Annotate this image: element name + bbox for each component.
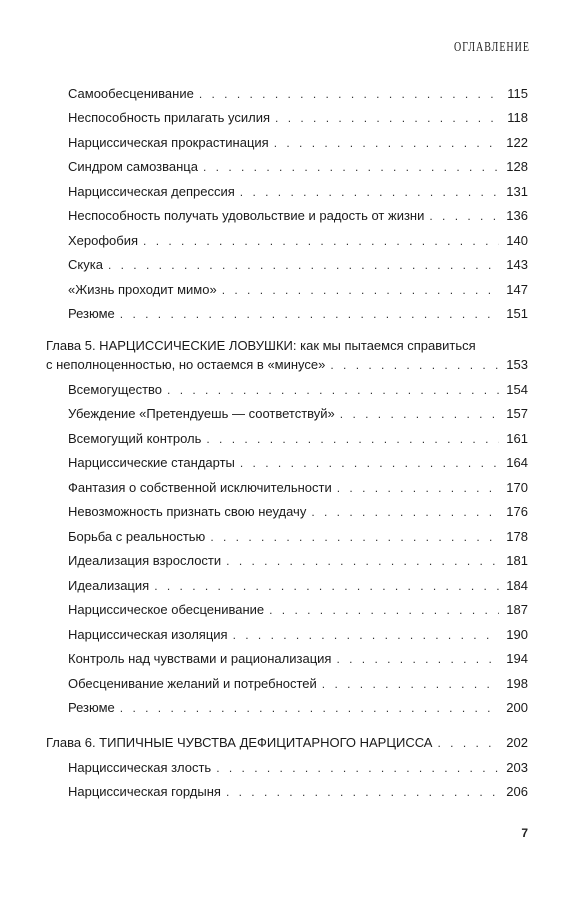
toc-entry[interactable] <box>68 578 528 594</box>
toc-entry[interactable] <box>68 382 528 398</box>
chapter-5-heading-line2: с неполноценностью, но остаемся в «минусе» <box>46 357 326 372</box>
toc-entry[interactable] <box>68 257 528 273</box>
toc-entry-page: 136 <box>506 208 528 223</box>
toc-entry-title: Неспособность прилагать усилия <box>68 110 271 125</box>
leader-dots <box>233 627 499 643</box>
toc-entry[interactable] <box>68 184 528 200</box>
toc-entry-title: Всемогущество <box>68 382 163 397</box>
running-header: ОГЛАВЛЕНИЕ <box>454 40 530 55</box>
toc-entry-page: 190 <box>506 627 528 642</box>
toc-entry-title: Херофобия <box>68 233 139 248</box>
toc-entry[interactable] <box>68 208 528 224</box>
chapter-6-page: 202 <box>506 735 528 750</box>
toc-entry-title: Борьба с реальностью <box>68 529 206 544</box>
leader-dots <box>275 110 499 126</box>
leader-dots <box>216 760 499 776</box>
toc-entry-title: Идеализация взрослости <box>68 553 222 568</box>
leader-dots <box>210 529 499 545</box>
toc-entry-title: Контроль над чувствами и рационализация <box>68 651 332 666</box>
toc-entry-title: Всемогущий контроль <box>68 431 202 446</box>
toc-entry[interactable] <box>68 86 528 102</box>
toc-entry-title: Скука <box>68 257 103 272</box>
leader-dots <box>330 357 499 373</box>
toc-entry[interactable] <box>68 760 528 776</box>
toc-entry[interactable] <box>68 431 528 447</box>
leader-dots <box>226 553 499 569</box>
leader-dots <box>120 700 499 716</box>
toc-entry-page: 176 <box>506 504 528 519</box>
toc-entry-title: Обесценивание желаний и потребностей <box>68 676 317 691</box>
toc-entry-title: Фантазия о собственной исключительности <box>68 480 332 495</box>
toc-entry[interactable] <box>68 110 528 126</box>
toc-entry-title: Неспособность получать удовольствие и радость от жизни <box>68 208 425 223</box>
toc-entry-title: Идеализация <box>68 578 150 593</box>
toc-entry-page: 170 <box>506 480 528 495</box>
toc-entry-page: 184 <box>506 578 528 593</box>
leader-dots <box>203 159 499 175</box>
leader-dots <box>240 455 499 471</box>
toc-entry-page: 122 <box>506 135 528 150</box>
leader-dots <box>167 382 499 398</box>
chapter-5-page: 153 <box>506 357 528 372</box>
toc-entry[interactable] <box>68 504 528 520</box>
toc-entry-page: 178 <box>506 529 528 544</box>
leader-dots <box>226 784 499 800</box>
toc-entry[interactable] <box>68 627 528 643</box>
toc-entry-page: 131 <box>506 184 528 199</box>
toc-entry-title: Нарциссические стандарты <box>68 455 235 470</box>
toc-entry-title: Резюме <box>68 700 115 715</box>
toc-entry-page: 157 <box>506 406 528 421</box>
toc-entry-title: Невозможность признать свою неудачу <box>68 504 307 519</box>
toc-entry-title: Нарциссическая прокрастинация <box>68 135 269 150</box>
toc-entry-title: Нарциссическая гордыня <box>68 784 221 799</box>
toc-entry-page: 151 <box>506 306 528 321</box>
leader-dots <box>108 257 499 273</box>
leader-dots <box>206 431 499 447</box>
leader-dots <box>274 135 499 151</box>
leader-dots <box>437 735 499 751</box>
toc-entry-title: «Жизнь проходит мимо» <box>68 282 217 297</box>
toc-entry-page: 118 <box>507 110 528 125</box>
toc-entry-title: Самообесценивание <box>68 86 194 101</box>
toc-entry[interactable] <box>68 784 528 800</box>
toc-entry-page: 198 <box>506 676 528 691</box>
leader-dots <box>222 282 499 298</box>
toc-entry-title: Синдром самозванца <box>68 159 198 174</box>
toc-entry[interactable] <box>68 406 528 422</box>
leader-dots <box>143 233 499 249</box>
leader-dots <box>322 676 499 692</box>
leader-dots <box>311 504 499 520</box>
toc-entry[interactable] <box>68 135 528 151</box>
toc-entry[interactable] <box>68 159 528 175</box>
toc-entry-page: 154 <box>506 382 528 397</box>
toc-entry-page: 115 <box>507 86 528 101</box>
toc-entry[interactable] <box>68 651 528 667</box>
page-number: 7 <box>521 826 528 840</box>
toc-entry-page: 194 <box>506 651 528 666</box>
toc-entry-page: 203 <box>506 760 528 775</box>
toc-entry[interactable] <box>68 306 528 322</box>
toc-entry-title: Нарциссическая злость <box>68 760 212 775</box>
toc-entry[interactable] <box>68 529 528 545</box>
toc-entry-page: 161 <box>506 431 528 446</box>
toc-entry[interactable] <box>68 455 528 471</box>
toc-entry[interactable] <box>68 282 528 298</box>
leader-dots <box>340 406 499 422</box>
toc-entry[interactable] <box>68 233 528 249</box>
chapter-6-entry[interactable] <box>46 735 528 751</box>
toc-entry-page: 164 <box>506 455 528 470</box>
toc-entry-page: 200 <box>506 700 528 715</box>
toc-entry-title: Резюме <box>68 306 115 321</box>
leader-dots <box>154 578 499 594</box>
leader-dots <box>240 184 499 200</box>
toc-entry-page: 206 <box>506 784 528 799</box>
chapter-6-heading: Глава 6. ТИПИЧНЫЕ ЧУВСТВА ДЕФИЦИТАРНОГО НАРЦИССА <box>46 735 433 750</box>
leader-dots <box>269 602 499 618</box>
toc-entry-page: 181 <box>506 553 528 568</box>
toc-entry-page: 143 <box>506 257 528 272</box>
leader-dots <box>199 86 499 102</box>
toc-entry-page: 128 <box>506 159 528 174</box>
toc-entry[interactable] <box>68 676 528 692</box>
toc-entry-page: 140 <box>506 233 528 248</box>
toc-entry-page: 147 <box>506 282 528 297</box>
leader-dots <box>336 651 499 667</box>
toc-entry-title: Нарциссическое обесценивание <box>68 602 265 617</box>
leader-dots <box>429 208 499 224</box>
toc-entry-title: Убеждение «Претендуешь — соответствуй» <box>68 406 335 421</box>
toc-entry-page: 187 <box>506 602 528 617</box>
toc-entry-title: Нарциссическая изоляция <box>68 627 228 642</box>
leader-dots <box>337 480 499 496</box>
toc-entry[interactable] <box>68 553 528 569</box>
toc-entry[interactable] <box>68 480 528 496</box>
toc-entry[interactable] <box>68 700 528 716</box>
toc-entry-title: Нарциссическая депрессия <box>68 184 235 199</box>
chapter-5-entry[interactable] <box>46 357 528 373</box>
leader-dots <box>120 306 499 322</box>
toc-entry[interactable] <box>68 602 528 618</box>
chapter-5-heading-line1[interactable]: Глава 5. НАРЦИССИЧЕСКИЕ ЛОВУШКИ: как мы пытаемся справиться <box>46 338 476 353</box>
